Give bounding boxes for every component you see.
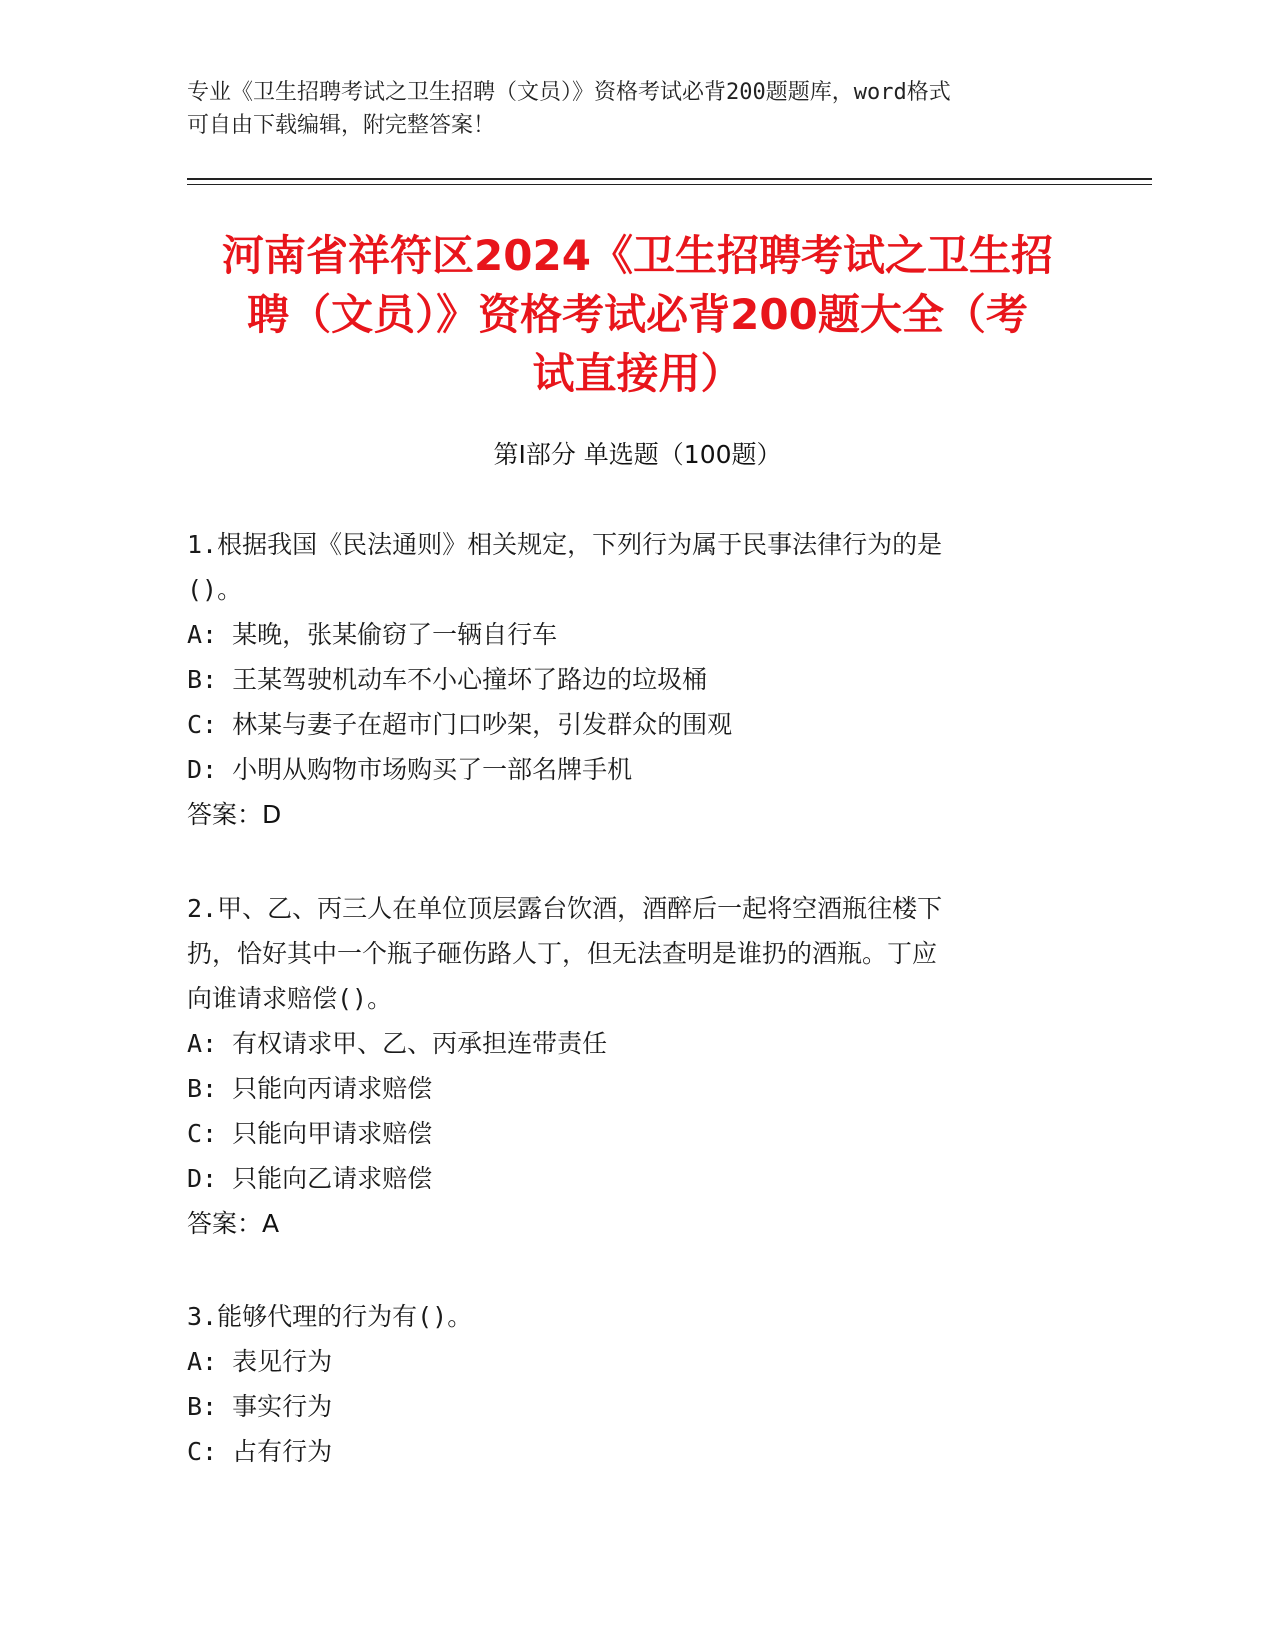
question-stem-line: 1.根据我国《民法通则》相关规定，下列行为属于民事法律行为的是	[187, 530, 943, 559]
header-divider-thin	[187, 184, 1152, 185]
question-answer: 答案：A	[187, 1209, 280, 1238]
header-divider-thick	[187, 178, 1152, 180]
question-option-c: C: 占有行为	[187, 1437, 333, 1466]
question-option-b: B: 王某驾驶机动车不小心撞坏了路边的垃圾桶	[187, 665, 708, 694]
section-title: 第I部分 单选题（100题）	[493, 440, 782, 469]
question-option-d: D: 小明从购物市场购买了一部名牌手机	[187, 755, 633, 784]
document-title-line-1: 河南省祥符区2024《卫生招聘考试之卫生招	[222, 231, 1053, 280]
question-1	[187, 522, 1067, 837]
header-note-line-1: 专业《卫生招聘考试之卫生招聘（文员）》资格考试必背200题题库，word格式	[187, 80, 951, 105]
question-option-a: A: 表见行为	[187, 1347, 333, 1376]
header-note	[187, 76, 1087, 142]
question-answer: 答案：D	[187, 800, 282, 829]
question-option-c: C: 只能向甲请求赔偿	[187, 1119, 433, 1148]
question-option-d: D: 只能向乙请求赔偿	[187, 1164, 433, 1193]
question-stem-line: 2.甲、乙、丙三人在单位顶层露台饮酒，酒醉后一起将空酒瓶往楼下	[187, 894, 943, 923]
question-option-a: A: 某晚，张某偷窃了一辆自行车	[187, 620, 558, 649]
question-stem-line: 扔，恰好其中一个瓶子砸伤路人丁，但无法查明是谁扔的酒瓶。丁应	[187, 939, 938, 968]
question-stem-line: 3.能够代理的行为有()。	[187, 1302, 473, 1331]
header-note-line-2: 可自由下载编辑，附完整答案！	[187, 113, 496, 138]
question-stem-line: 向谁请求赔偿()。	[187, 984, 393, 1013]
question-3	[187, 1294, 1067, 1474]
question-2	[187, 886, 1067, 1246]
document-title-line-2: 聘（文员）》资格考试必背200题大全（考	[247, 290, 1028, 339]
question-option-c: C: 林某与妻子在超市门口吵架，引发群众的围观	[187, 710, 733, 739]
question-option-b: B: 事实行为	[187, 1392, 333, 1421]
question-option-b: B: 只能向丙请求赔偿	[187, 1074, 433, 1103]
question-stem-line: ()。	[187, 575, 243, 604]
document-title-line-3: 试直接用）	[532, 349, 743, 398]
question-option-a: A: 有权请求甲、乙、丙承担连带责任	[187, 1029, 608, 1058]
document-title	[160, 226, 1115, 403]
